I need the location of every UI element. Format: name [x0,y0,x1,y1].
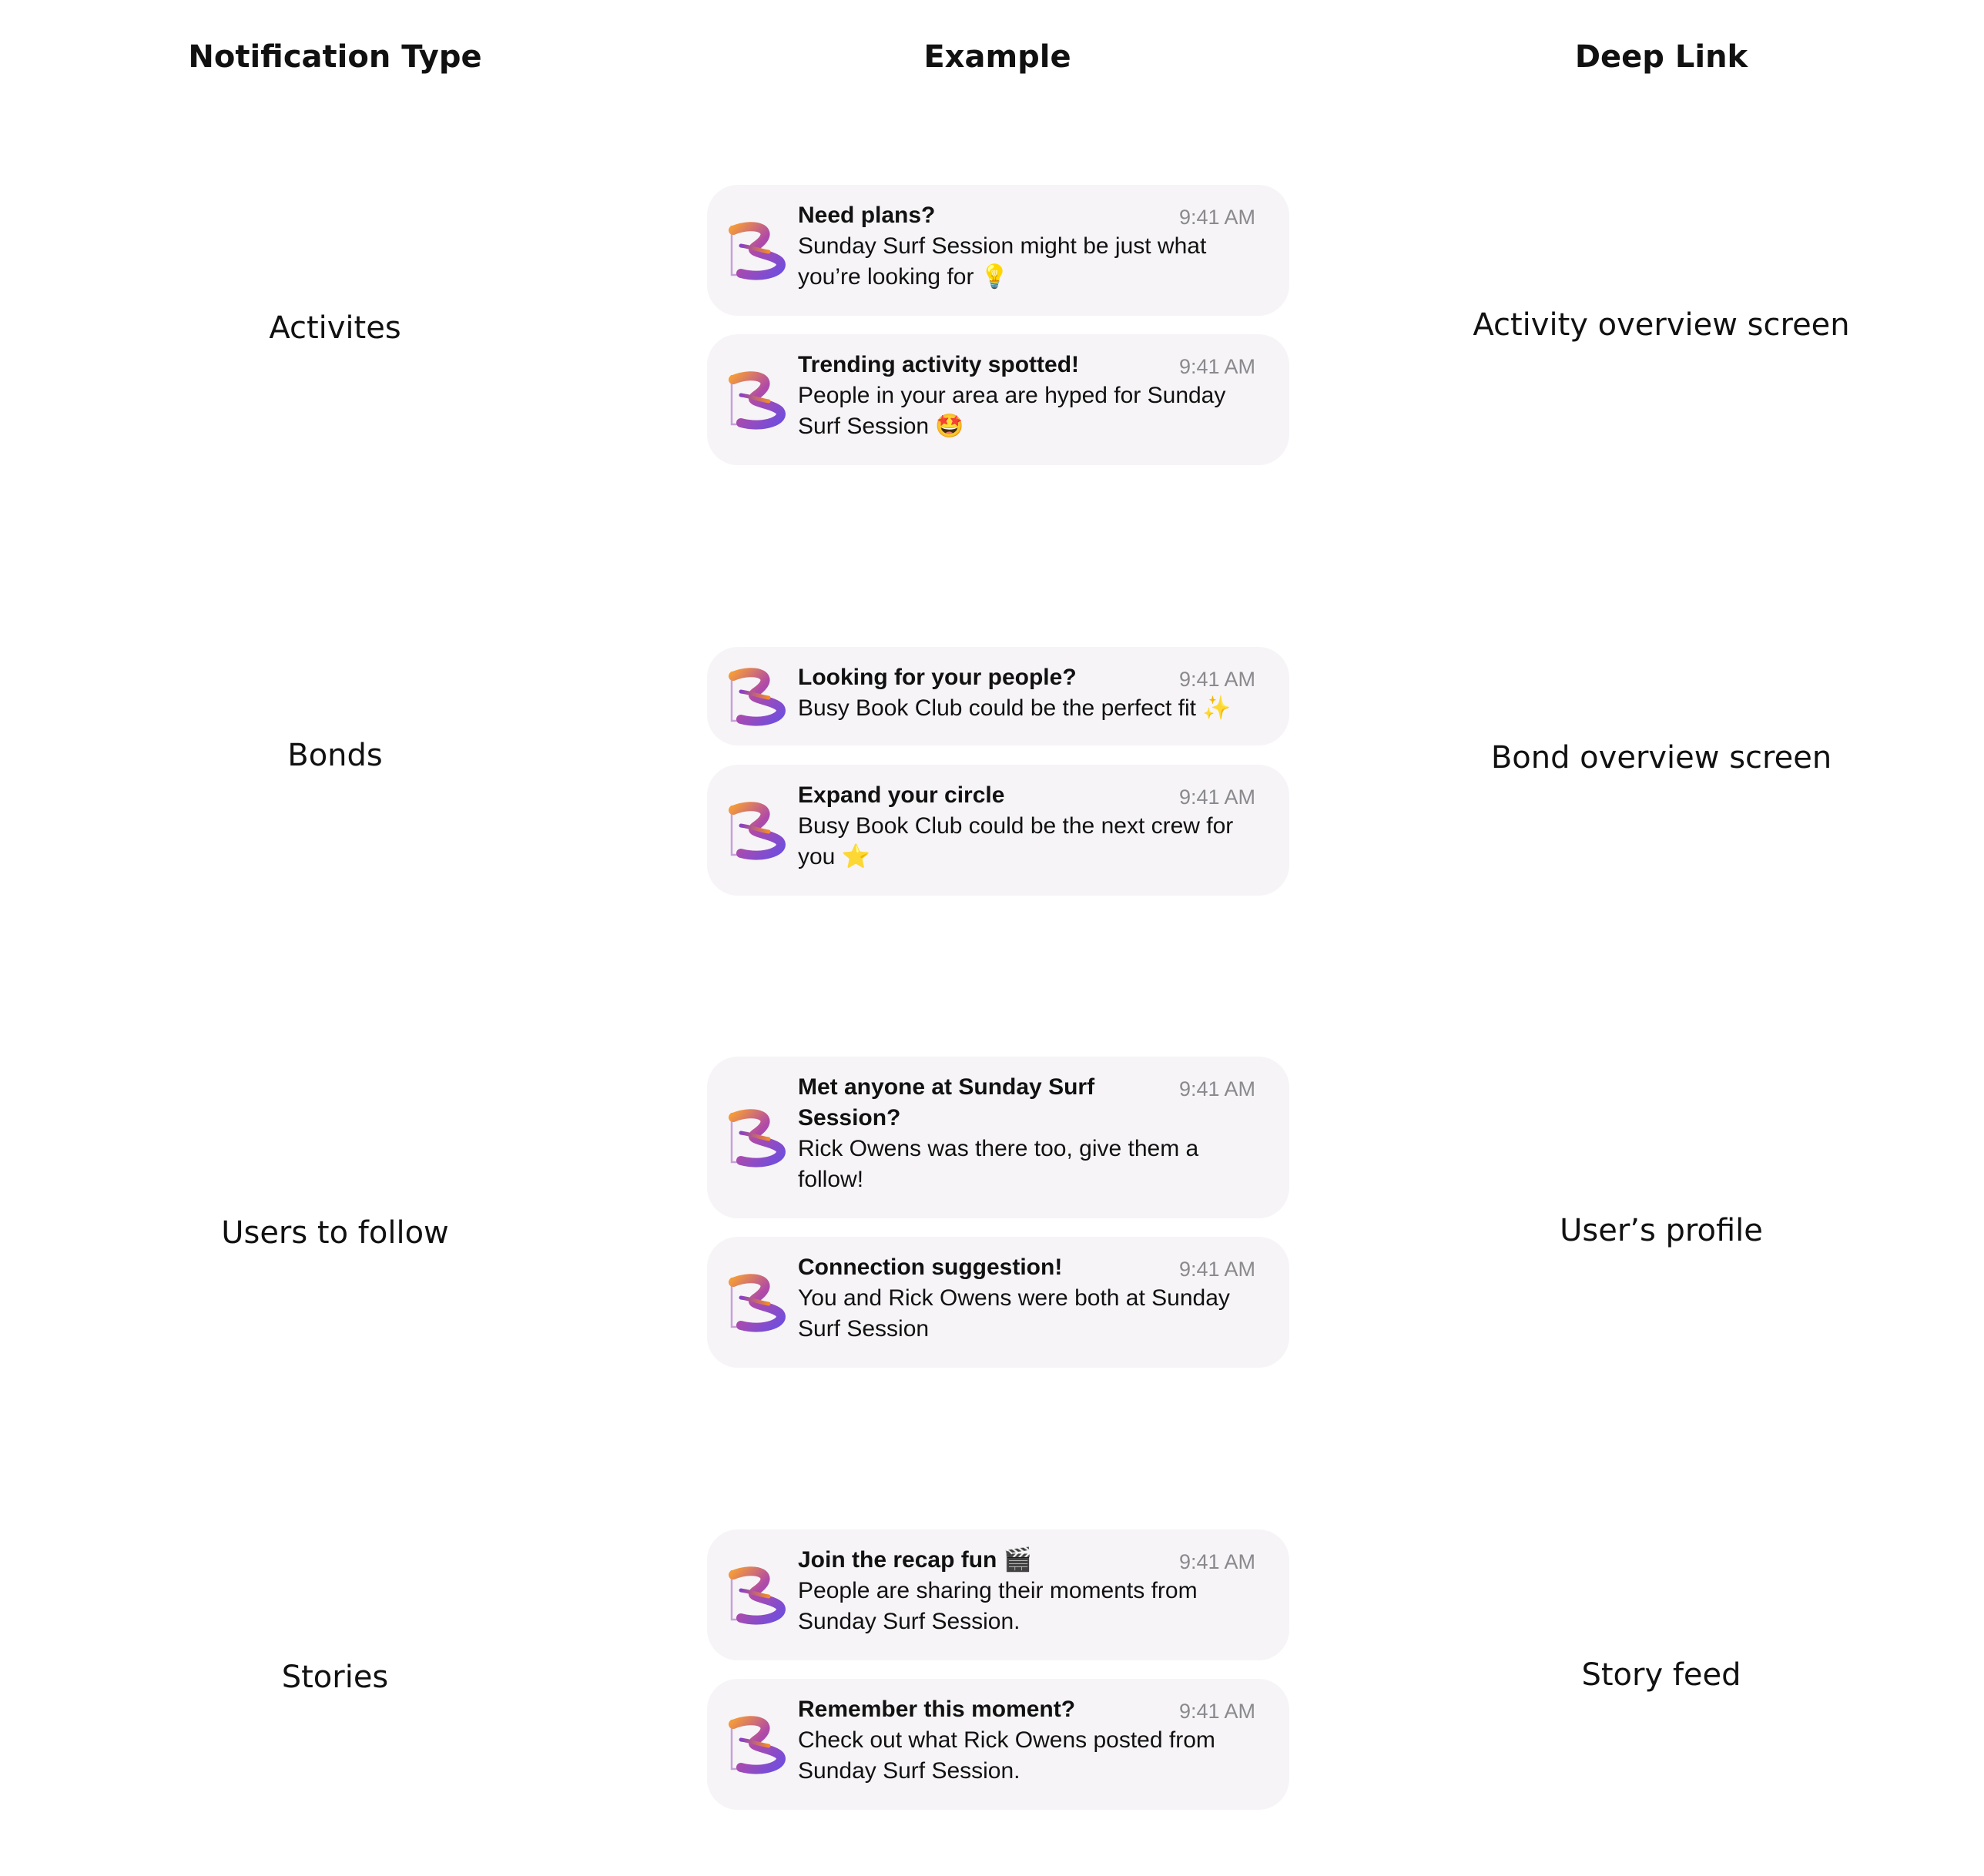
notification-body: People in your area are hyped for Sunday Surf Session 🤩 [798,383,1226,439]
type-label-stories: Stories [281,1660,389,1695]
app-logo-icon [726,665,787,727]
notification-time: 9:41 AM [1178,206,1255,229]
app-logo-icon [726,1271,787,1333]
notification-title: Remember this moment? [798,1697,1076,1722]
notification-card[interactable] [707,647,1289,745]
notification-card[interactable] [707,765,1289,896]
notification-card[interactable] [707,1679,1289,1810]
type-label-users-to-follow: Users to follow [221,1215,449,1251]
notification-time: 9:41 AM [1178,1700,1255,1723]
app-logo-icon [726,1107,787,1168]
notification-card[interactable] [707,1237,1289,1368]
deep-link-bond-overview: Bond overview screen [1490,740,1832,776]
notification-card[interactable] [707,185,1289,316]
notification-time: 9:41 AM [1178,1258,1255,1281]
app-logo-icon [726,1714,787,1775]
type-label-bonds: Bonds [287,738,383,773]
notification-time: 9:41 AM [1178,355,1255,378]
notification-time: 9:41 AM [1178,1077,1255,1100]
notification-body: Rick Owens was there too, give them a follow! [798,1136,1199,1192]
notification-card[interactable] [707,1529,1289,1660]
notification-title: Expand your circle [798,782,1005,808]
deep-link-user-profile: User’s profile [1560,1213,1763,1248]
app-logo-icon [726,219,787,281]
notification-body: People are sharing their moments from Sunday Surf Session. [798,1578,1198,1634]
notification-card[interactable] [707,1057,1289,1218]
notification-time: 9:41 AM [1178,786,1255,809]
notification-body: Check out what Rick Owens posted from Sunday Surf Session. [798,1727,1215,1784]
notification-title: Connection suggestion! [798,1255,1063,1280]
header-example: Example [923,39,1071,75]
app-logo-icon [726,369,787,430]
notification-body: Sunday Surf Session might be just what you’re looking for 💡 [798,233,1207,290]
type-label-activities: Activites [269,310,401,346]
header-notification-type: Notification Type [188,39,482,75]
app-logo-icon [726,1564,787,1626]
notification-body: Busy Book Club could be the perfect fit ✨ [798,695,1232,721]
notification-time: 9:41 AM [1178,1550,1255,1573]
notification-title: Looking for your people? [798,665,1077,690]
notification-body: You and Rick Owens were both at Sunday Surf Session [798,1285,1230,1342]
deep-link-story-feed: Story feed [1581,1657,1741,1693]
notification-title: Join the recap fun 🎬 [798,1547,1033,1573]
deep-link-activity-overview: Activity overview screen [1473,307,1850,343]
app-logo-icon [726,799,787,861]
notification-time: 9:41 AM [1178,668,1255,691]
notification-body: Busy Book Club could be the next crew for you ⭐ [798,813,1234,869]
notification-title: Met anyone at Sunday Surf Session? [798,1074,1095,1131]
header-deep-link: Deep Link [1574,39,1748,75]
notification-title: Need plans? [798,203,936,228]
notification-title: Trending activity spotted! [798,352,1080,377]
notification-card[interactable] [707,334,1289,465]
